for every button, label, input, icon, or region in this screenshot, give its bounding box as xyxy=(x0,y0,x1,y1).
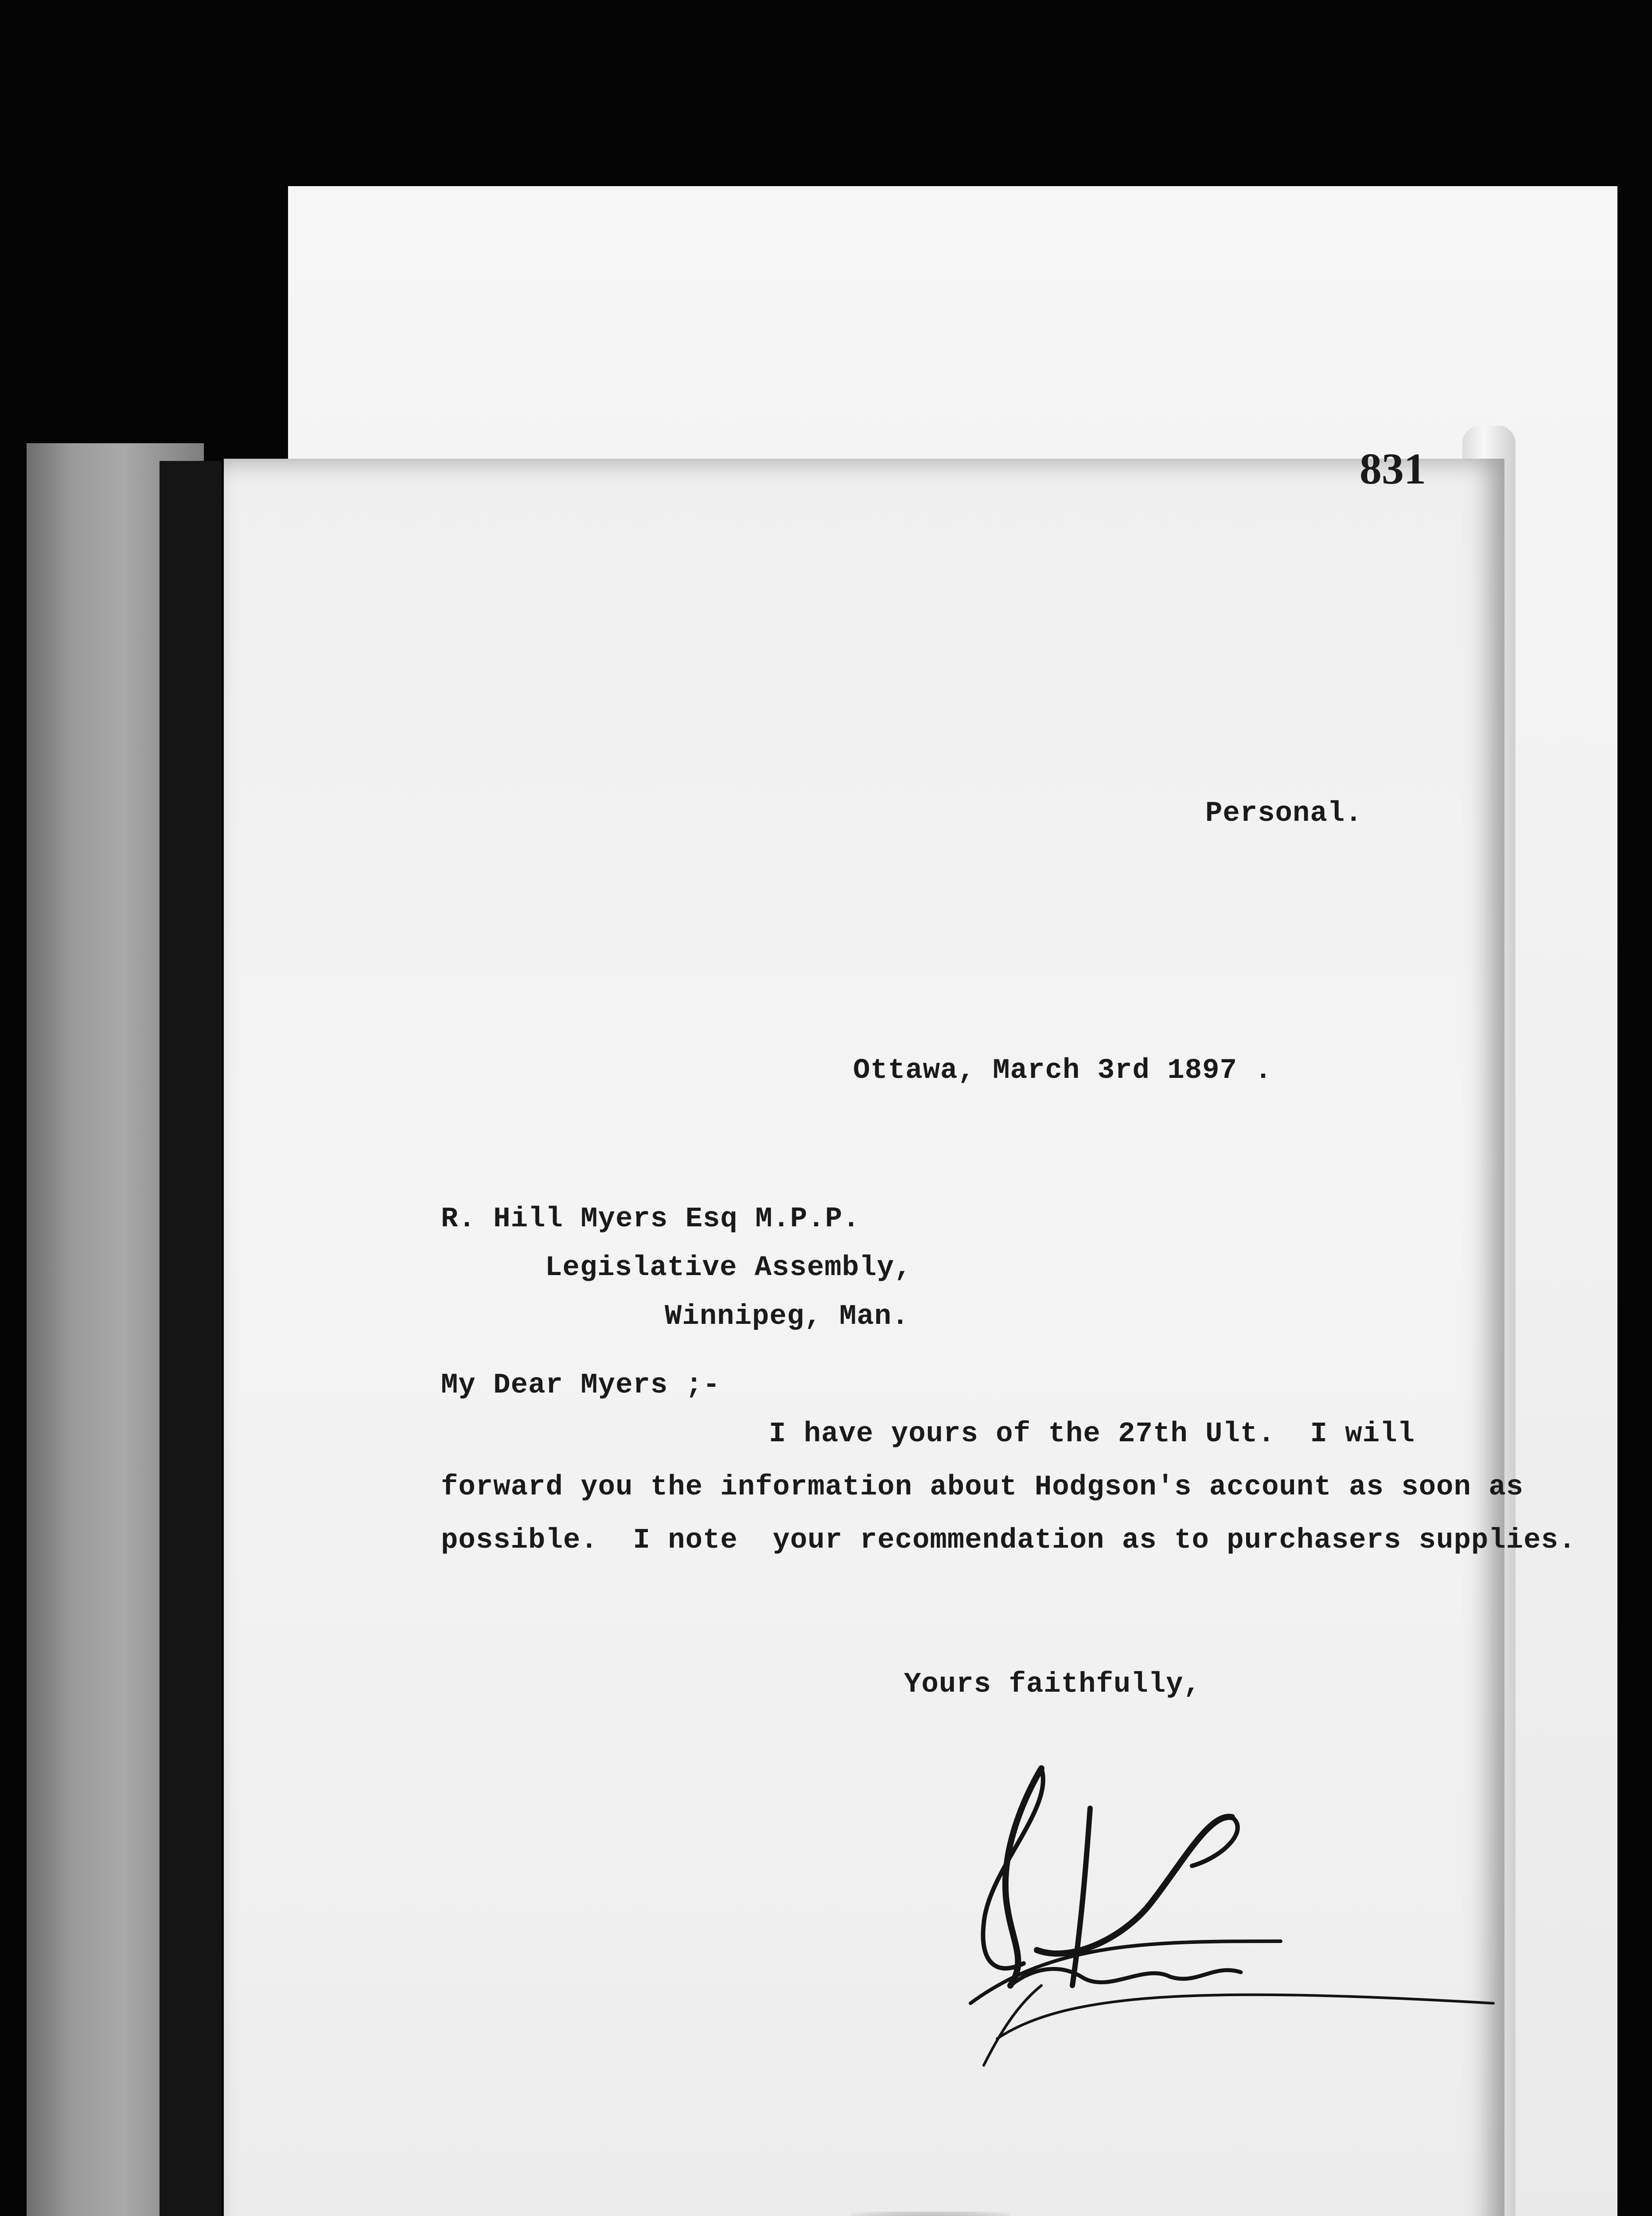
body-line: I have yours of the 27th Ult. I will xyxy=(769,1418,1415,1450)
recipient-name: R. Hill Myers Esq M.P.P. xyxy=(441,1203,860,1235)
recipient-organization: Legislative Assembly, xyxy=(545,1252,912,1284)
body-line: forward you the information about Hodgson's account as soon as xyxy=(441,1471,1524,1503)
closing: Yours faithfully, xyxy=(904,1669,1201,1701)
handwritten-signature xyxy=(922,1755,1498,2101)
recipient-location: Winnipeg, Man. xyxy=(665,1301,909,1333)
binding-shadow xyxy=(160,461,222,2216)
dateline: Ottawa, March 3rd 1897 . xyxy=(853,1055,1272,1087)
page-number: 831 xyxy=(1360,444,1426,493)
personal-marking: Personal. xyxy=(1205,798,1363,830)
ink-smudge xyxy=(851,2212,1010,2216)
salutation: My Dear Myers ;- xyxy=(441,1369,721,1401)
body-line: possible. I note your recommendation as to purchasers supplies. xyxy=(441,1525,1576,1557)
